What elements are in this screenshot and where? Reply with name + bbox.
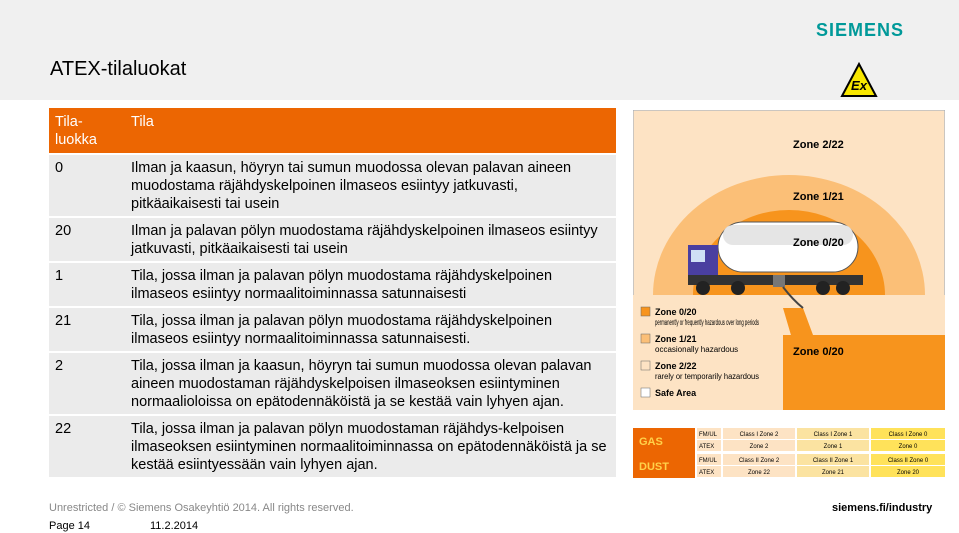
zone-label: Zone 0/20 bbox=[793, 237, 844, 249]
zone-desc-cell: Tila, jossa ilman ja palavan pölyn muodostama räjähdyskelpoinen ilmaseos esiintyy normaalitoiminnassa satunnaisesti. bbox=[125, 307, 616, 352]
zone-class-cell: 2 bbox=[49, 352, 125, 415]
table-row bbox=[49, 262, 616, 307]
zone-class-cell: 20 bbox=[49, 217, 125, 262]
atex-table bbox=[49, 108, 616, 477]
std-label: FM/UL bbox=[699, 432, 717, 438]
gas-label: GAS bbox=[639, 436, 663, 448]
table-row bbox=[49, 415, 616, 477]
legend-title: Zone 1/21 bbox=[655, 334, 697, 344]
zone-cell: Zone 21 bbox=[821, 470, 845, 476]
page-number: Page 14 bbox=[49, 520, 90, 532]
zone-cell: Class II Zone 1 bbox=[812, 458, 854, 464]
dust-label: DUST bbox=[639, 461, 669, 473]
legend-swatch bbox=[641, 361, 650, 370]
footer-link[interactable]: siemens.fi/industry bbox=[832, 502, 933, 514]
footer-date: 11.2.2014 bbox=[150, 520, 199, 532]
header-class bbox=[49, 108, 125, 154]
legend-swatch bbox=[641, 388, 650, 397]
legend-desc: occasionally hazardous bbox=[655, 345, 739, 354]
zone-cell: Class II Zone 0 bbox=[887, 458, 929, 464]
zone-label: Zone 0/20 bbox=[793, 346, 844, 358]
col-class-label: Tila- luokka bbox=[55, 114, 97, 148]
zone-class-cell: 21 bbox=[49, 307, 125, 352]
zone-cell: Zone 0 bbox=[898, 444, 918, 450]
truck-wheel bbox=[836, 281, 850, 295]
legend-desc: permanently or frequently hazardous over long periods bbox=[655, 318, 759, 327]
std-label: FM/UL bbox=[699, 458, 717, 464]
table-row bbox=[49, 154, 616, 217]
zone-cell: Class I Zone 2 bbox=[739, 432, 779, 438]
page-title: ATEX-tilaluokat bbox=[50, 58, 187, 80]
truck-wheel bbox=[696, 281, 710, 295]
table-row bbox=[49, 307, 616, 352]
legend-swatch bbox=[641, 307, 650, 316]
legend-title: Zone 2/22 bbox=[655, 361, 697, 371]
hose-connector bbox=[773, 275, 785, 287]
zone-cell: Zone 1 bbox=[823, 444, 843, 450]
zone-diagram bbox=[633, 110, 945, 410]
zone-desc-cell: Tila, jossa ilman ja kaasun, höyryn tai sumun muodossa olevan palavan aineen muodostaman räjähdyskelpoisen ilmaseoksen esiintyminen normaalioloissa on epätodennäköistä ja se kestää vain lyhyen ajan. bbox=[125, 352, 616, 415]
zone-desc-cell: Ilman ja palavan pölyn muodostama räjähdyskelpoinen ilmaseos esiintyy jatkuvasti, pitkäaikaisesti tai usein bbox=[125, 217, 616, 262]
table-row bbox=[49, 352, 616, 415]
truck-wheel bbox=[731, 281, 745, 295]
siemens-logo: SIEMENS bbox=[816, 20, 905, 40]
table-row bbox=[49, 217, 616, 262]
std-label: ATEX bbox=[699, 444, 715, 450]
zone-label: Zone 2/22 bbox=[793, 139, 844, 151]
zone-cell: Zone 22 bbox=[747, 470, 771, 476]
truck-wheel bbox=[816, 281, 830, 295]
legend-title: Zone 0/20 bbox=[655, 307, 697, 317]
zone-cell: Class II Zone 2 bbox=[738, 458, 780, 464]
zone-desc-cell: Tila, jossa ilman ja palavan pölyn muodostama räjähdyskelpoinen ilmaseos esiintyy normaalitoiminnassa satunnaisesti bbox=[125, 262, 616, 307]
zone-class-cell: 0 bbox=[49, 154, 125, 217]
zone-cell: Class I Zone 1 bbox=[813, 432, 853, 438]
header-bar bbox=[0, 0, 959, 100]
legend-title: Safe Area bbox=[655, 388, 697, 398]
zone-desc-cell: Ilman ja kaasun, höyryn tai sumun muodossa olevan palavan aineen muodostama räjähdyskelpoinen ilmaseos esiintyy jatkuvasti, pitkäaikaisesti tai usein bbox=[125, 154, 616, 217]
ex-warning-icon bbox=[840, 62, 878, 98]
truck-window bbox=[691, 250, 705, 262]
zone-cell: Zone 2 bbox=[749, 444, 769, 450]
zone-desc-cell: Tila, jossa ilman ja palavan pölyn muodostaman räjähdys-kelpoisen ilmaseoksen esiintyminen normaalitoiminnassa on epätodennäköistä ja se kestää esiintyessään vain lyhyen ajan. bbox=[125, 415, 616, 477]
zone-label: Zone 1/21 bbox=[793, 191, 844, 203]
legend-desc: rarely or temporarily hazardous bbox=[655, 372, 759, 381]
zones-standards-table bbox=[633, 428, 945, 478]
zone-class-cell: 1 bbox=[49, 262, 125, 307]
header-tila bbox=[125, 108, 616, 154]
zone-cell: Zone 20 bbox=[896, 470, 920, 476]
col-tila-label: Tila bbox=[131, 114, 154, 130]
zone-class-cell: 22 bbox=[49, 415, 125, 477]
ex-symbol-text: Ex bbox=[851, 78, 867, 93]
footer-copyright: Unrestricted / © Siemens Osakeyhtiö 2014. All rights reserved. bbox=[49, 502, 354, 514]
std-label: ATEX bbox=[699, 470, 715, 476]
legend-swatch bbox=[641, 334, 650, 343]
zone-cell: Class I Zone 0 bbox=[888, 432, 928, 438]
